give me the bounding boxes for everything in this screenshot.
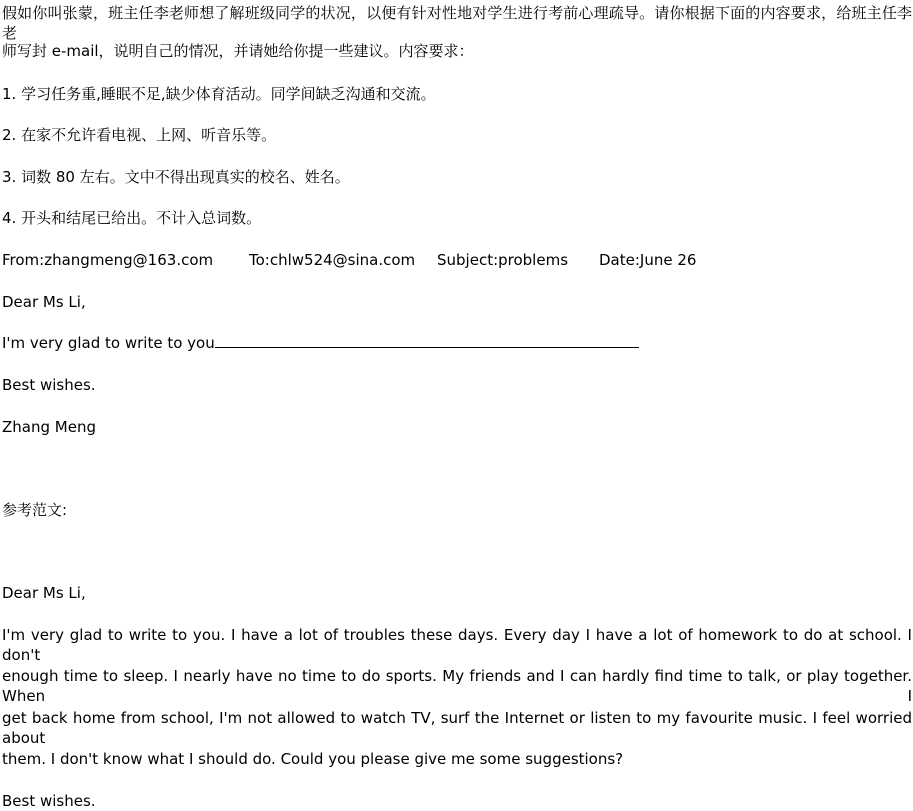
- email-date: Date:June 26: [599, 251, 697, 269]
- email-header: [2, 250, 696, 270]
- sample-body-line: I'm very glad to write to you. I have a lot of troubles these days. Every day I have a lot of homework to do at school. I don't: [2, 626, 912, 664]
- requirement-item: 1. 学习任务重,睡眠不足,缺少体育活动。同学间缺乏沟通和交流。: [2, 85, 436, 103]
- sample-greeting: Dear Ms Li,: [2, 584, 86, 602]
- requirement-item: 3. 词数 80 左右。文中不得出现真实的校名、姓名。: [2, 168, 350, 186]
- prompt-greeting: Dear Ms Li,: [2, 293, 86, 311]
- intro-line-1: 假如你叫张蒙，班主任李老师想了解班级同学的状况，以便有针对性地对学生进行考前心理疏导。请你根据下面的内容要求，给班主任李老: [2, 4, 912, 42]
- email-to: To:chlw524@sina.com: [249, 251, 416, 269]
- answer-blank: [215, 333, 639, 348]
- sample-body-line: get back home from school, I'm not allowed to watch TV, surf the Internet or listen to my favourite music. I feel worried about: [2, 709, 912, 747]
- requirement-item: 4. 开头和结尾已给出。不计入总词数。: [2, 209, 262, 227]
- reference-label: 参考范文:: [2, 501, 68, 519]
- prompt-opening-line: [2, 333, 639, 353]
- sample-closing: Best wishes.: [2, 792, 96, 810]
- sample-body-line: them. I don't know what I should do. Could you please give me some suggestions?: [2, 750, 624, 768]
- sample-body-line: enough time to sleep. I nearly have no time to do sports. My friends and I can hardly find time to talk, or play together. When I: [2, 667, 912, 705]
- prompt-closing: Best wishes.: [2, 376, 96, 394]
- prompt-opening: I'm very glad to write to you: [2, 334, 215, 352]
- prompt-signature: Zhang Meng: [2, 418, 96, 436]
- intro-line-2: 师写封 e-mail，说明自己的情况，并请她给你提一些建议。内容要求：: [2, 42, 474, 60]
- email-from: From:zhangmeng@163.com: [2, 251, 214, 269]
- requirement-item: 2. 在家不允许看电视、上网、听音乐等。: [2, 126, 277, 144]
- email-subject: Subject:problems: [437, 251, 569, 269]
